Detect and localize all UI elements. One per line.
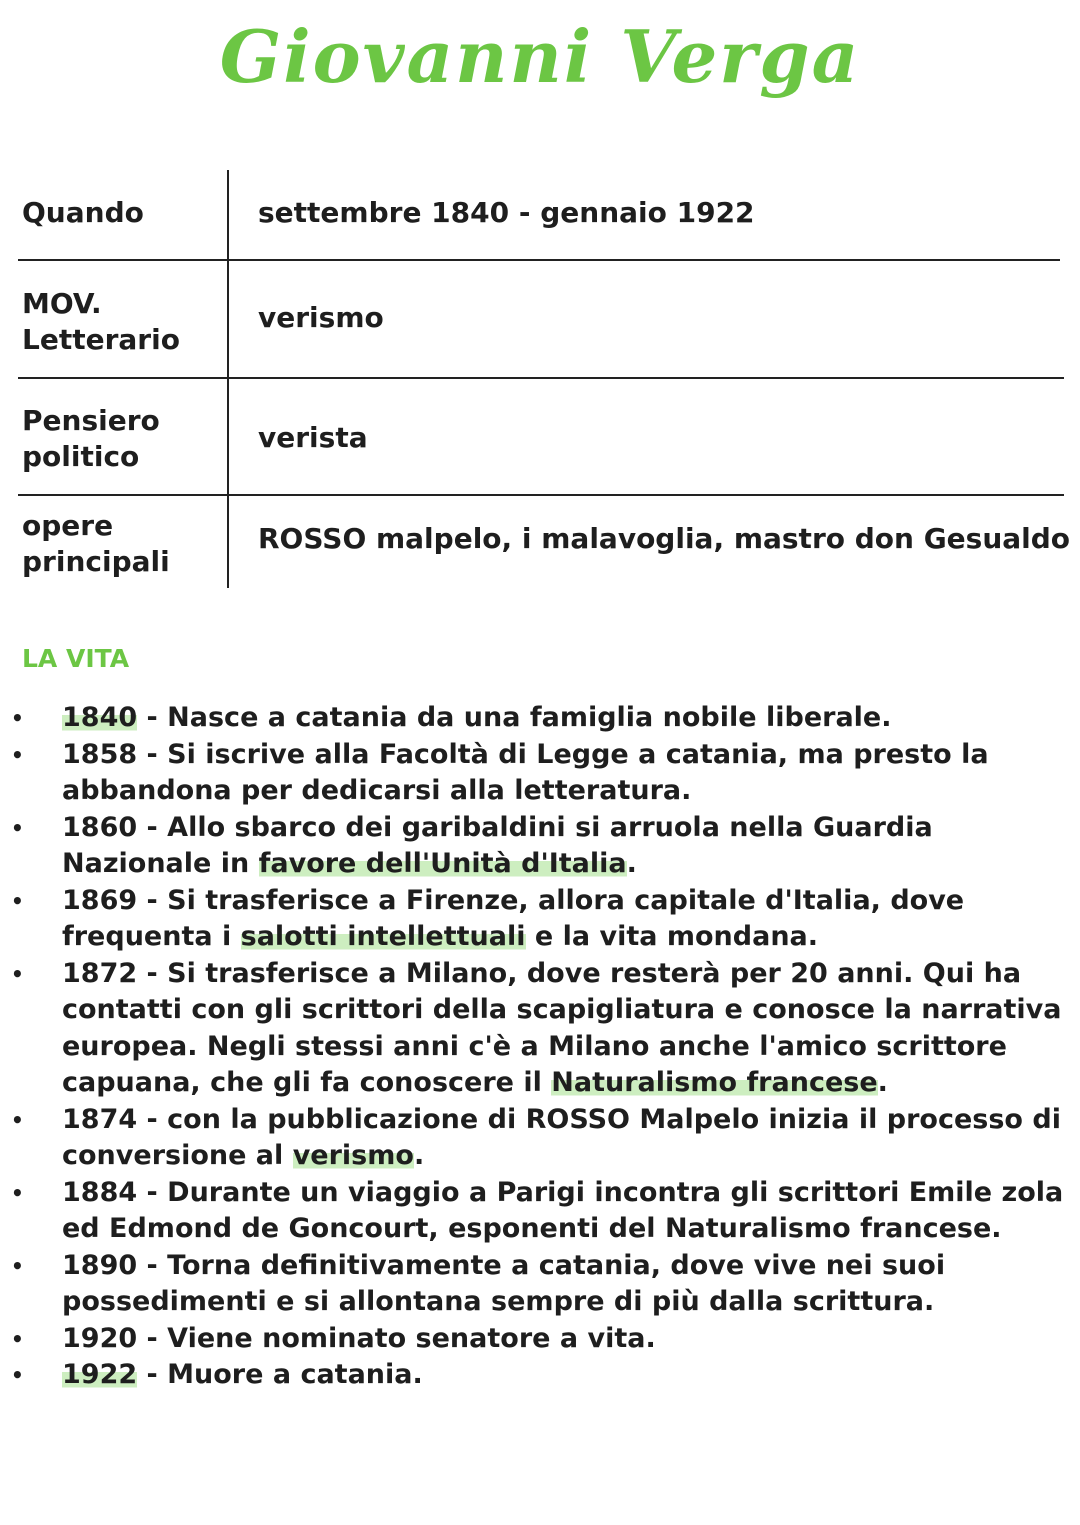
timeline-text: Torna definitivamente a catania, dove vive nei suoi possedimenti e si allontana sempre di più dalla scrittura. bbox=[62, 1249, 946, 1317]
table-value-movimento: verismo bbox=[258, 301, 384, 334]
bullet-icon: • bbox=[11, 888, 24, 913]
table-value-pensiero: verista bbox=[258, 421, 368, 454]
timeline-item: • 1840 - Nasce a catania da una famiglia nobile liberale. bbox=[0, 700, 1080, 737]
bullet-icon: • bbox=[11, 815, 24, 840]
table-column-divider bbox=[227, 170, 229, 588]
timeline-highlight: verismo bbox=[292, 1140, 414, 1171]
table-value-quando: settembre 1840 - gennaio 1922 bbox=[258, 196, 755, 229]
timeline-year: 1840 bbox=[62, 702, 138, 733]
section-heading-vita: LA VITA bbox=[22, 644, 130, 673]
bullet-icon: • bbox=[11, 742, 24, 767]
timeline-year: 1890 bbox=[62, 1249, 138, 1281]
timeline-text: . bbox=[413, 1140, 425, 1171]
timeline-highlight: favore dell'Unità d'Italia bbox=[258, 848, 627, 879]
table-label-movimento: MOV. Letterario bbox=[22, 287, 180, 356]
table-label-pensiero: Pensiero politico bbox=[22, 404, 160, 473]
timeline-item: • 1920 - Viene nominato senatore a vita. bbox=[0, 1321, 1080, 1358]
bullet-icon: • bbox=[11, 961, 24, 986]
timeline-text: Si trasferisce a Firenze, allora capitale d'Italia, dove frequenta i bbox=[62, 884, 965, 952]
timeline-year: 1869 bbox=[62, 884, 138, 916]
page-title: Giovanni Verga bbox=[219, 14, 861, 99]
timeline-year: 1860 bbox=[62, 811, 138, 843]
bullet-icon: • bbox=[11, 1107, 24, 1132]
timeline-item: • 1890 - Torna definitivamente a catania, dove vive nei suoi possedimenti e si allontana sempre di più dalla scrittura. bbox=[11, 1249, 946, 1317]
timeline-item: • 1858 - Si iscrive alla Facoltà di Legge a catania, ma presto la abbandona per dedicarsi alla letteratura. bbox=[11, 738, 989, 806]
timeline-item: • 1922 - Muore a catania. bbox=[0, 1357, 1080, 1394]
table-row-divider bbox=[18, 494, 1064, 496]
timeline-text: Si iscrive alla Facoltà di Legge a catania, ma presto la abbandona per dedicarsi alla letteratura. bbox=[62, 738, 989, 806]
table-row-divider bbox=[18, 377, 1064, 379]
timeline-highlight: salotti intellettuali bbox=[240, 921, 526, 952]
timeline-year: 1884 bbox=[62, 1176, 138, 1208]
bullet-icon: • bbox=[11, 1253, 24, 1278]
timeline-list bbox=[0, 700, 1080, 1394]
timeline-year: 1874 bbox=[62, 1103, 138, 1135]
timeline-text: Muore a catania. bbox=[167, 1359, 423, 1390]
table-label-quando: Quando bbox=[22, 196, 144, 229]
timeline-year: 1922 bbox=[62, 1359, 138, 1390]
timeline-year: 1872 bbox=[62, 957, 138, 989]
timeline-highlight: Naturalismo francese bbox=[551, 1067, 878, 1098]
table-label-opere: opere principali bbox=[22, 509, 170, 578]
bullet-icon: • bbox=[11, 1363, 24, 1387]
timeline-text: Si trasferisce a Milano, dove resterà per 20 anni. Qui ha contatti con gli scrittori della scapigliatura e conosce la narrativa europea. Negli stessi anni c'è a Milano anche l'amico scrittore capuana, che gli fa conoscere il bbox=[62, 957, 1062, 1098]
timeline-item: • 1860 - Allo sbarco dei garibaldini si arruola nella Guardia Nazionale in favore dell'Unità d'Italia. bbox=[11, 811, 933, 879]
timeline-item: • 1874 - con la pubblicazione di ROSSO Malpelo inizia il processo di conversione al verismo. bbox=[11, 1103, 1061, 1171]
table-value-opere: ROSSO malpelo, i malavoglia, mastro don Gesualdo bbox=[258, 522, 1071, 555]
timeline-text: . bbox=[626, 848, 637, 879]
timeline-text: Nasce a catania da una famiglia nobile liberale. bbox=[167, 702, 892, 733]
timeline-text: Allo sbarco dei garibaldini si arruola nella Guardia Nazionale in bbox=[62, 811, 933, 879]
table-row-divider bbox=[18, 259, 1060, 261]
bullet-icon: • bbox=[11, 706, 24, 730]
timeline-year: 1920 bbox=[62, 1322, 138, 1354]
timeline-item: • 1872 - Si trasferisce a Milano, dove resterà per 20 anni. Qui ha contatti con gli scrittori della scapigliatura e conosce la narrativa europea. Negli stessi anni c'è a Milano anche l'amico scrittore capuana, che gli fa conoscere il Naturalismo francese. bbox=[11, 957, 1062, 1098]
bullet-icon: • bbox=[11, 1326, 24, 1351]
timeline-year: 1858 bbox=[62, 738, 138, 770]
timeline-item: • 1869 - Si trasferisce a Firenze, allora capitale d'Italia, dove frequenta i salotti intellettuali e la vita mondana. bbox=[11, 884, 965, 952]
timeline-item: • 1884 - Durante un viaggio a Parigi incontra gli scrittori Emile zola ed Edmond de Goncourt, esponenti del Naturalismo francese. bbox=[11, 1176, 1064, 1244]
timeline-text: Durante un viaggio a Parigi incontra gli scrittori Emile zola ed Edmond de Goncourt, esponenti del Naturalismo francese. bbox=[62, 1176, 1064, 1244]
timeline-text: . bbox=[877, 1067, 888, 1098]
bullet-icon: • bbox=[11, 1180, 24, 1205]
timeline-text: Viene nominato senatore a vita. bbox=[167, 1322, 656, 1354]
timeline-text: e la vita mondana. bbox=[525, 921, 819, 952]
timeline-text: con la pubblicazione di ROSSO Malpelo inizia il processo di conversione al bbox=[62, 1103, 1061, 1171]
